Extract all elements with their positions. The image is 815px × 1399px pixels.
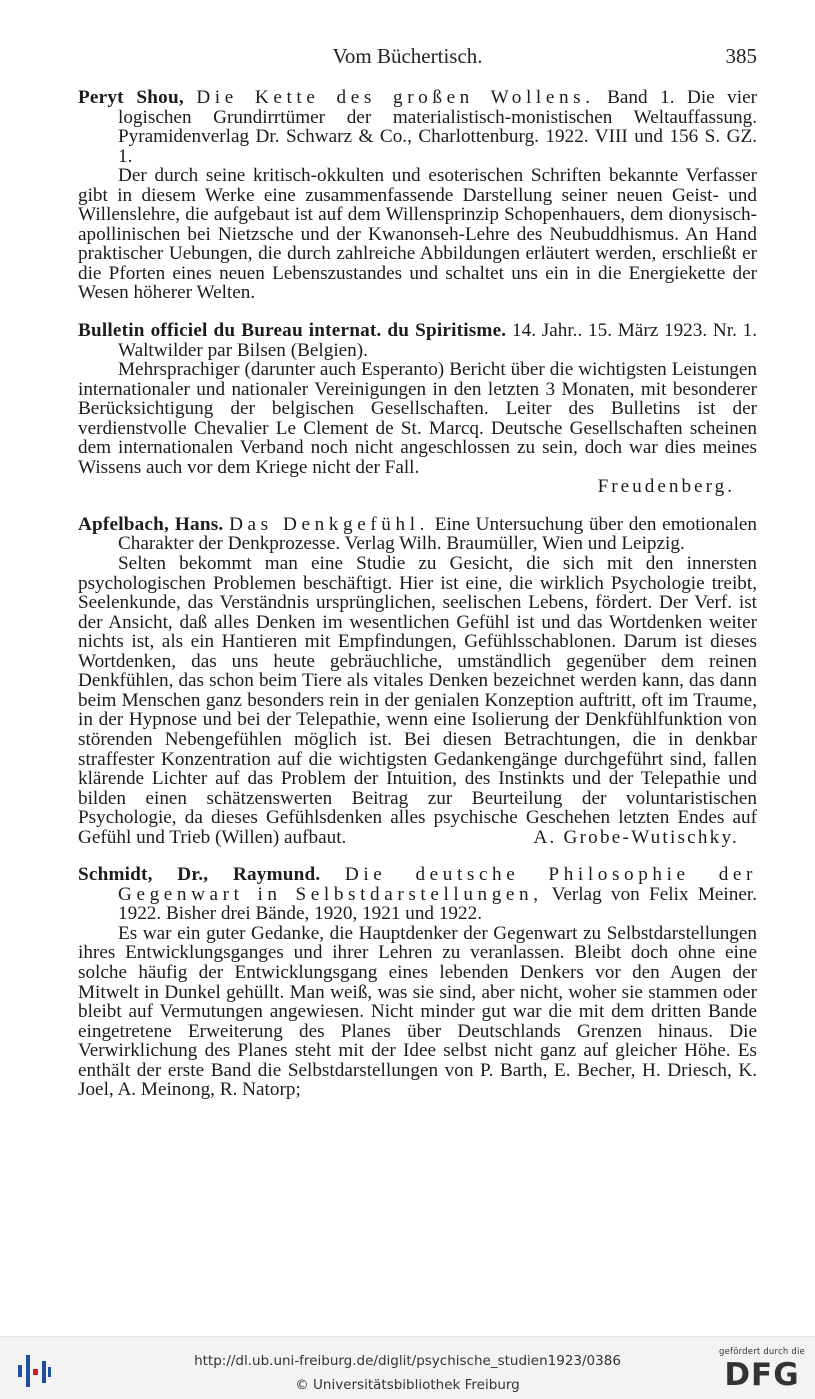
document-url-link[interactable]: http://dl.ub.uni-freiburg.de/diglit/psychische_studien1923/0386 [194, 1353, 621, 1369]
page-body [78, 88, 757, 1100]
entry-author: Apfelbach, Hans. [78, 513, 224, 535]
entry-bibliography: Eine Untersuchung über den emotionalen Charakter der Denkprozesse. Verlag Wilh. Braumüller, Wien und Leipzig. [118, 513, 758, 555]
entry-title: Die deutsche Philosophie der Gegenwart in Selbstdarstellungen, [118, 864, 758, 905]
page-number: 385 [725, 44, 757, 68]
entry-author: Schmidt, Dr., Raymund. [78, 864, 321, 886]
entry-review: Der durch seine kritisch-okkulten und esoterischen Schriften bekannte Verfasser gibt in diesem Werke eine zusammenfassende Darstellung seiner neuen Geist- und Willenslehre, die aufgebaut ist auf dem Willensprinzip Schopenhauers, dem dionysisch-apollinischen bei Nietzsche und der Kwanonseh-Lehre des Neubuddhismus. An Hand praktischer Uebungen, die durch zahlreiche Abbildungen erläutert werden, erschließt er die Pforten eines neuen Lebenszustandes und schaltet uns ein in die Energiekette der Wesen höherer Welten. [78, 165, 757, 304]
entry-heading [78, 865, 757, 924]
entry-title: Die Kette des großen Wollens. [196, 87, 595, 108]
entry-bibliography: 14. Jahr.. 15. März 1923. Nr. 1. Waltwilder par Bilsen (Belgien). [118, 320, 758, 361]
running-head-title: Vom Büchertisch. [332, 44, 483, 68]
entry-review: Mehrsprachiger (darunter auch Esperanto) Bericht über die wichtigsten Leistungen internationaler und nationaler Vereinigungen in den letzten 3 Monaten, mit besonderer Berücksichtigung der belgischen Gesellschaften. Leiter des Bulletins ist der verdienstvolle Chevalier Le Clement de St. Marcq. Deutsche Gesellschaften scheinen dem internationalen Verband noch nicht angeschlossen zu sein, doch war dies meines Wissens auch vor dem Kriege nicht der Fall. [78, 359, 757, 478]
funding-note: gefördert durch die [719, 1347, 805, 1357]
review-signature: Freudenberg. [597, 476, 735, 498]
entry-author: Peryt Shou, [78, 87, 184, 108]
entry-heading [78, 515, 757, 554]
entry-review-text: Selten bekommt man eine Studie zu Gesicht, die sich mit den innersten psychologischen Problemen beschäftigt. Hier ist eine, die wirklich Psychologie treibt, Seelenkunde, das Verständnis ursprünglichen, seelischen Lebens, fördert. Der Verf. ist der Ansicht, daß alles Denken im wesentlichen Gefühl ist und das Wortdenken weiter nichts ist, als ein Hantieren mit Empfindungen, Gefühlsschablonen. Darum ist dieses Wortdenken, das uns heute gebräuchliche, umständlich gegenüber dem reinen Denkfühlen, das schon beim Tiere als vitales Denken bezeichnet werden kann, das dann beim Menschen ganz besonders rein in der genialen Konzeption auftritt, oft im Traume, in der Hypnose und bei der Telepathie, wenn eine Isolierung der Denkfühlfunktion von störenden Nebengefühlen möglich ist. Bei diesen Betrachtungen, die in denkbar straffester Konzentration auf die wichtigsten Gedankengänge durchgeführt sind, fallen klärende Lichter auf das Problem der Intuition, des Instinkts und der Telepathie und bilden einen schätzenswerten Beitrag zur Beurteilung der voluntaristischen Psychologie, da dieses Gefühlsdenken alles psychische Geschehen letzten Endes auf Gefühl und Trieb (Willen) aufbaut. [78, 553, 757, 848]
entry-bibliography: Band 1. Die vier logischen Grundirrtümer der materialistisch-monistischen Weltauffassung. Pyramidenverlag Dr. Schwarz & Co., Charlottenburg. 1922. VIII und 156 S. GZ. 1. [118, 87, 757, 167]
entry-bibliography: Verlag von Felix Meiner. 1922. Bisher drei Bände, 1920, 1921 und 1922. [118, 883, 757, 925]
entry-heading [78, 88, 757, 166]
review-signature: A. Grobe-Wutischky. [533, 826, 739, 848]
copyright-notice: © Universitätsbibliothek Freiburg [295, 1377, 520, 1393]
viewer-footer [0, 1336, 815, 1399]
entry-heading [78, 321, 757, 360]
dfg-logo[interactable]: DFG [724, 1357, 800, 1393]
entry-review: Es war ein guter Gedanke, die Hauptdenker der Gegenwart zu Selbstdarstellungen ihres Entwicklungsganges und ihrer Lehren zu veranlassen. Bleibt doch ohne eine solche häufig der Entwicklungsgang eines lebenden Denkers vor den Augen der Mitwelt in Dunkel gehüllt. Man weiß, was sie sind, aber nicht, woher sie stammen oder bleibt auf Vermutungen angewiesen. Nicht minder gut war die mit dem dritten Bande eingetretene Erweiterung des Planes über Deutschlands Grenzen hinaus. Die Verwirklichung des Planes steht mit der Idee selbst nicht ganz auf gleicher Höhe. Es enthält der erste Band die Selbstdarstellungen von P. Barth, E. Becher, H. Driesch, K. Joel, A. Meinong, R. Natorp; [78, 922, 757, 1101]
entry-author: Bulletin officiel du Bureau internat. du Spiritisme. [78, 320, 507, 342]
entry-review [78, 554, 757, 847]
entry-title: Das Denkgefühl. [229, 513, 430, 535]
